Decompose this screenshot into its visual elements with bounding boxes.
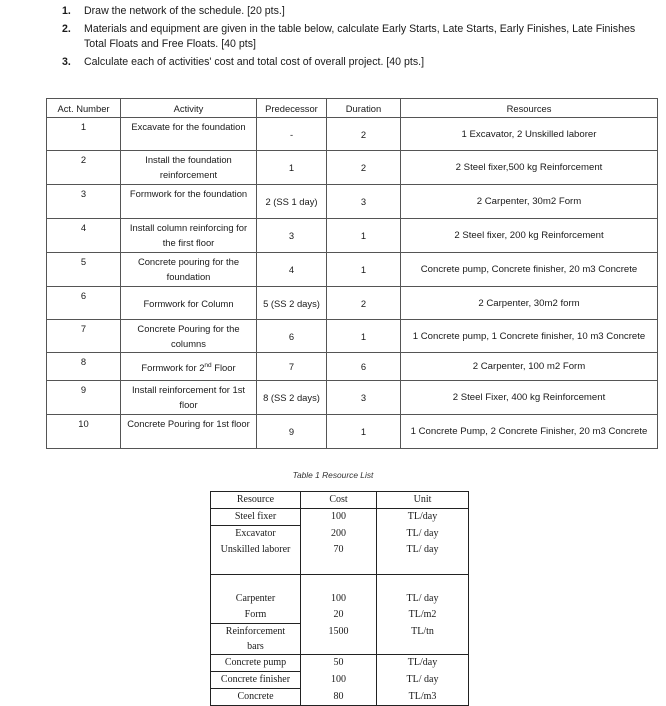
act-predecessor: 8 (SS 2 days) bbox=[257, 381, 327, 415]
table-row bbox=[47, 287, 658, 320]
act-resources: 1 Excavator, 2 Unskilled laborer bbox=[401, 118, 658, 151]
resource-table-header bbox=[211, 492, 469, 509]
header-cost: Cost bbox=[301, 492, 377, 509]
question-number: 2. bbox=[62, 23, 71, 35]
act-predecessor: 7 bbox=[257, 353, 327, 381]
act-activity: Install the foundation reinforcement bbox=[121, 151, 257, 185]
question-number: 3. bbox=[62, 56, 71, 68]
table-row bbox=[47, 151, 658, 185]
act-activity: Install column reinforcing for the first floor bbox=[121, 219, 257, 253]
table-row bbox=[211, 655, 469, 672]
activity-table bbox=[46, 98, 658, 449]
act-number: 1 bbox=[47, 118, 121, 151]
resource-cost: 70 bbox=[301, 542, 377, 558]
resource-unit: TL/day bbox=[377, 509, 469, 526]
activity-table-header bbox=[47, 99, 658, 118]
act-duration: 1 bbox=[327, 415, 401, 449]
resource-cost: 20 bbox=[301, 607, 377, 624]
resource-unit: TL/ day bbox=[377, 672, 469, 689]
act-resources: 1 Concrete pump, 1 Concrete finisher, 10 m3 Concrete bbox=[401, 320, 658, 353]
resource-cost: 100 bbox=[301, 672, 377, 689]
table-row bbox=[47, 253, 658, 287]
act-activity: Install reinforcement for 1st floor bbox=[121, 381, 257, 415]
question-text: Calculate each of activities' cost and total cost of overall project. [40 pts.] bbox=[84, 56, 425, 68]
act-resources: 2 Steel fixer, 200 kg Reinforcement bbox=[401, 219, 658, 253]
resource-unit: TL/m2 bbox=[377, 607, 469, 624]
header-resource: Resource bbox=[211, 492, 301, 509]
question-item bbox=[62, 55, 652, 70]
act-predecessor: 1 bbox=[257, 151, 327, 185]
table-row bbox=[211, 607, 469, 624]
table-caption: Table 1 Resource List bbox=[292, 470, 374, 480]
resource-unit: TL/ day bbox=[377, 526, 469, 543]
resource-cost: 80 bbox=[301, 689, 377, 706]
act-resources: Concrete pump, Concrete finisher, 20 m3 Concrete bbox=[401, 253, 658, 287]
act-resources: 2 Steel Fixer, 400 kg Reinforcement bbox=[401, 381, 658, 415]
header-duration: Duration bbox=[327, 99, 401, 118]
act-resources: 2 Carpenter, 30m2 form bbox=[401, 287, 658, 320]
resource-name: Reinforcement bars bbox=[211, 624, 301, 655]
act-activity: Concrete pouring for the foundation bbox=[121, 253, 257, 287]
act-activity: Concrete Pouring for the columns bbox=[121, 320, 257, 353]
spacer-row bbox=[211, 575, 469, 592]
act-duration: 3 bbox=[327, 185, 401, 219]
header-unit: Unit bbox=[377, 492, 469, 509]
act-predecessor: - bbox=[257, 118, 327, 151]
act-number: 3 bbox=[47, 185, 121, 219]
resource-name: Concrete pump bbox=[211, 655, 301, 672]
act-predecessor: 6 bbox=[257, 320, 327, 353]
act-activity: Formwork for 2nd Floor bbox=[121, 353, 257, 381]
resource-name: Concrete finisher bbox=[211, 672, 301, 689]
act-duration: 1 bbox=[327, 320, 401, 353]
header-resources: Resources bbox=[401, 99, 658, 118]
act-number: 2 bbox=[47, 151, 121, 185]
question-number: 1. bbox=[62, 5, 71, 17]
act-number: 7 bbox=[47, 320, 121, 353]
act-activity: Concrete Pouring for 1st floor bbox=[121, 415, 257, 449]
act-duration: 3 bbox=[327, 381, 401, 415]
resource-name: Concrete bbox=[211, 689, 301, 706]
table-row bbox=[211, 509, 469, 526]
act-resources: 2 Carpenter, 30m2 Form bbox=[401, 185, 658, 219]
resource-name: Form bbox=[211, 607, 301, 624]
resource-cost: 50 bbox=[301, 655, 377, 672]
act-duration: 2 bbox=[327, 118, 401, 151]
act-number: 6 bbox=[47, 287, 121, 320]
table-row bbox=[47, 219, 658, 253]
resource-name: Unskilled laborer bbox=[211, 542, 301, 558]
header-predecessor: Predecessor bbox=[257, 99, 327, 118]
table-row bbox=[47, 415, 658, 449]
act-predecessor: 4 bbox=[257, 253, 327, 287]
question-item bbox=[62, 4, 652, 19]
act-duration: 1 bbox=[327, 253, 401, 287]
act-resources: 1 Concrete Pump, 2 Concrete Finisher, 20 m3 Concrete bbox=[401, 415, 658, 449]
act-predecessor: 3 bbox=[257, 219, 327, 253]
resource-list-table bbox=[210, 491, 469, 706]
resource-name: Excavator bbox=[211, 526, 301, 543]
question-text: Materials and equipment are given in the table below, calculate Early Starts, Late Starts, Early Finishes, Late Finishes Total Floats and Free Floats. [40 pts] bbox=[84, 23, 636, 50]
act-resources: 2 Steel fixer,500 kg Reinforcement bbox=[401, 151, 658, 185]
resource-unit: TL/ day bbox=[377, 542, 469, 558]
act-number: 10 bbox=[47, 415, 121, 449]
resource-unit: TL/m3 bbox=[377, 689, 469, 706]
act-duration: 1 bbox=[327, 219, 401, 253]
act-activity: Formwork for Column bbox=[121, 287, 257, 320]
table-row bbox=[47, 185, 658, 219]
resource-name: Steel fixer bbox=[211, 509, 301, 526]
header-act-number: Act. Number bbox=[47, 99, 121, 118]
table-row bbox=[211, 542, 469, 558]
table-row bbox=[211, 689, 469, 706]
table-row bbox=[211, 624, 469, 655]
table-row bbox=[47, 353, 658, 381]
act-number: 9 bbox=[47, 381, 121, 415]
resource-cost: 200 bbox=[301, 526, 377, 543]
resource-name: Carpenter bbox=[211, 591, 301, 607]
resource-unit: TL/day bbox=[377, 655, 469, 672]
table-row bbox=[47, 320, 658, 353]
act-predecessor: 2 (SS 1 day) bbox=[257, 185, 327, 219]
act-predecessor: 9 bbox=[257, 415, 327, 449]
act-activity: Excavate for the foundation bbox=[121, 118, 257, 151]
table-row bbox=[47, 118, 658, 151]
table-row bbox=[211, 591, 469, 607]
resource-cost: 100 bbox=[301, 591, 377, 607]
table-row bbox=[211, 672, 469, 689]
header-activity: Activity bbox=[121, 99, 257, 118]
act-resources: 2 Carpenter, 100 m2 Form bbox=[401, 353, 658, 381]
act-duration: 2 bbox=[327, 287, 401, 320]
question-item bbox=[62, 22, 652, 52]
resource-cost: 1500 bbox=[301, 624, 377, 655]
resource-unit: TL/ day bbox=[377, 591, 469, 607]
table-row bbox=[47, 381, 658, 415]
act-predecessor: 5 (SS 2 days) bbox=[257, 287, 327, 320]
act-number: 8 bbox=[47, 353, 121, 381]
act-activity: Formwork for the foundation bbox=[121, 185, 257, 219]
spacer-row bbox=[211, 558, 469, 575]
question-text: Draw the network of the schedule. [20 pts.] bbox=[84, 5, 285, 17]
act-number: 4 bbox=[47, 219, 121, 253]
act-number: 5 bbox=[47, 253, 121, 287]
resource-unit: TL/tn bbox=[377, 624, 469, 655]
table-row bbox=[211, 526, 469, 543]
act-duration: 6 bbox=[327, 353, 401, 381]
question-list bbox=[62, 4, 652, 73]
act-duration: 2 bbox=[327, 151, 401, 185]
resource-cost: 100 bbox=[301, 509, 377, 526]
